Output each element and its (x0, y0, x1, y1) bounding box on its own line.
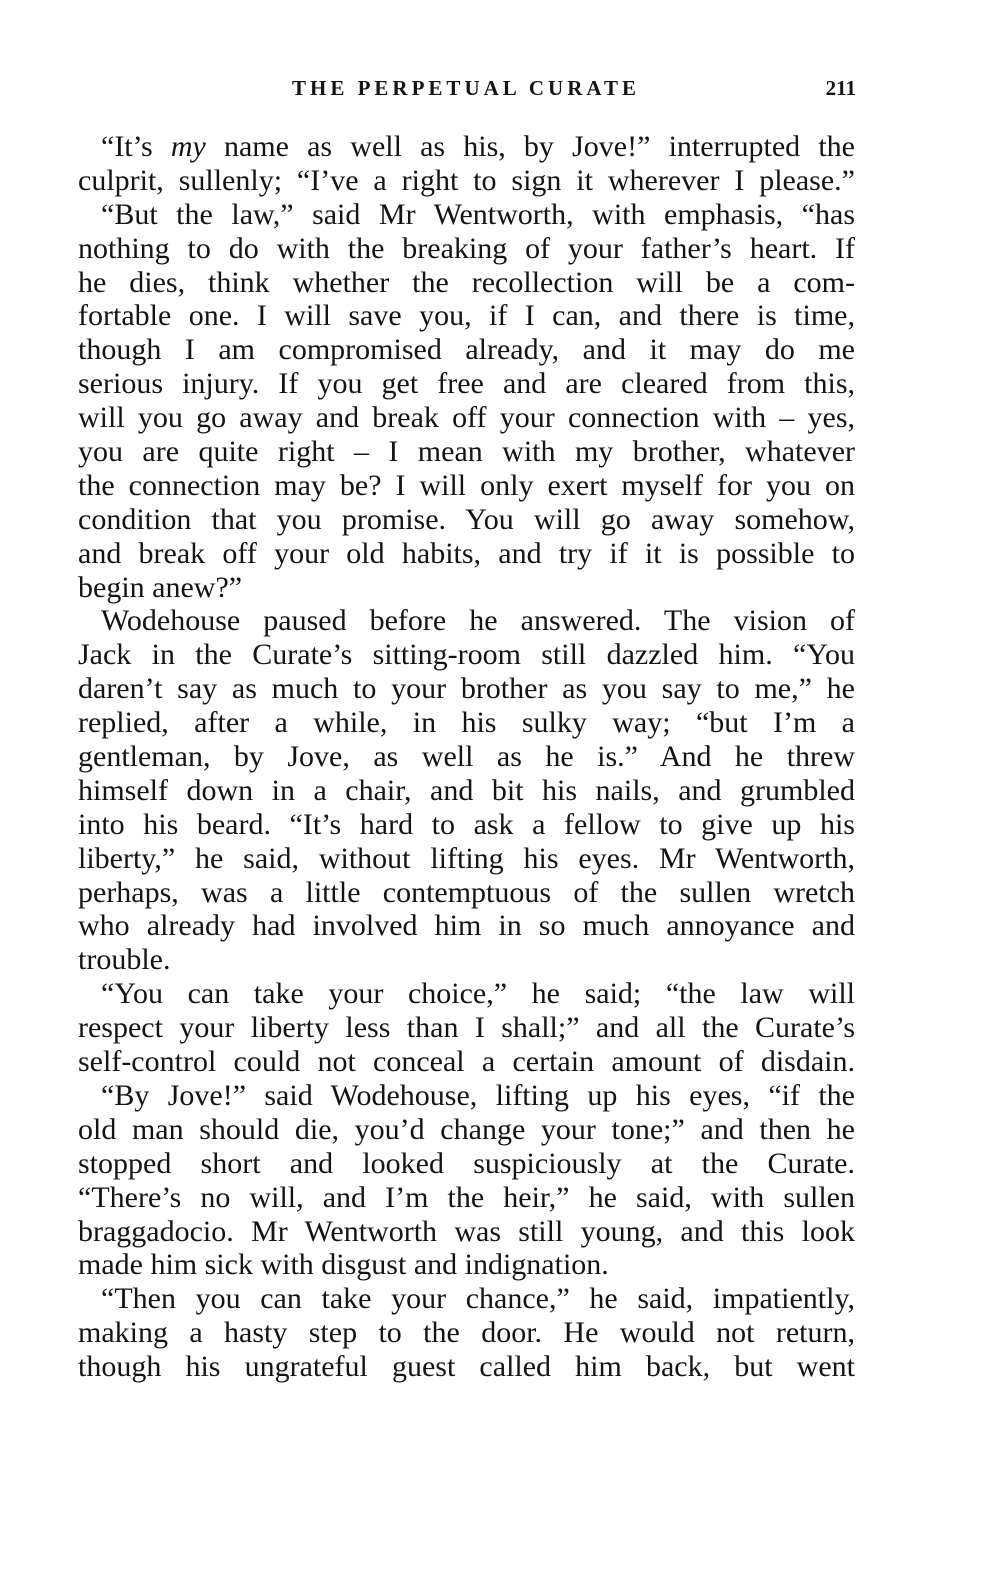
text-line: who already had involved him in so much annoyance and (78, 909, 855, 943)
text-line: Jack in the Curate’s sitting-room still dazzled him. “You (78, 638, 855, 672)
text-line: himself down in a chair, and bit his nails, and grumbled (78, 773, 855, 807)
text-line: trouble. (78, 943, 171, 977)
text-line: “But the law,” said Mr Wentworth, with emphasis, “has (101, 197, 855, 231)
text-line: braggadocio. Mr Wentworth was still young, and this look (78, 1214, 855, 1248)
text-line: into his beard. “It’s hard to ask a fellow to give up his (78, 807, 855, 841)
text-line: “There’s no will, and I’m the heir,” he said, with sullen (78, 1180, 855, 1214)
text-line: stopped short and looked suspiciously at the Curate. (78, 1146, 855, 1180)
text-line: though his ungrateful guest called him back, but went (78, 1350, 855, 1384)
text-line: daren’t say as much to your brother as you say to me,” he (78, 672, 855, 706)
text-line: replied, after a while, in his sulky way; “but I’m a (78, 706, 855, 740)
text-line: gentleman, by Jove, as well as he is.” And he threw (78, 740, 855, 774)
text-line: self-control could not conceal a certain amount of disdain. (78, 1045, 855, 1079)
text-line: “You can take your choice,” he said; “the law will (101, 977, 855, 1011)
text-fragment: name as well as his, by Jove!” interrupted the (205, 130, 855, 163)
page-number: 211 (825, 76, 856, 100)
text-fragment: “It’s (101, 130, 171, 163)
text-line: begin anew?” (78, 570, 243, 604)
text-line: culprit, sullenly; “I’ve a right to sign it wherever I please.” (78, 163, 855, 197)
emphasized-word: my (170, 130, 206, 163)
text-line: serious injury. If you get free and are cleared from this, (78, 367, 855, 401)
text-line: liberty,” he said, without lifting his eyes. Mr Wentworth, (78, 841, 855, 875)
text-line: “By Jove!” said Wodehouse, lifting up his eyes, “if the (101, 1078, 855, 1112)
text-line: old man should die, you’d change your tone;” and then he (78, 1112, 855, 1146)
text-line: respect your liberty less than I shall;” and all the Curate’s (78, 1011, 855, 1045)
text-line: Wodehouse paused before he answered. The vision of (101, 604, 855, 638)
text-line: will you go away and break off your connection with – yes, (78, 401, 855, 435)
text-line: he dies, think whether the recollection will be a com- (78, 265, 855, 299)
text-line: “Then you can take your chance,” he said, impatiently, (101, 1282, 855, 1316)
text-line: making a hasty step to the door. He would not return, (78, 1316, 855, 1350)
text-line: though I am compromised already, and it may do me (78, 333, 855, 367)
running-title: THE PERPETUAL CURATE (292, 76, 640, 100)
body-text (78, 130, 855, 1384)
text-line: the connection may be? I will only exert myself for you on (78, 468, 855, 502)
text-line: condition that you promise. You will go away somehow, (78, 502, 855, 536)
text-line: you are quite right – I mean with my brother, whatever (78, 435, 855, 469)
text-line (78, 130, 855, 164)
text-line: fortable one. I will save you, if I can, and there is time, (78, 299, 855, 333)
text-line: perhaps, was a little contemptuous of the sullen wretch (78, 875, 855, 909)
text-line: and break off your old habits, and try if it is possible to (78, 536, 855, 570)
text-line: nothing to do with the breaking of your father’s heart. If (78, 231, 855, 265)
text-line: made him sick with disgust and indignation. (78, 1248, 609, 1282)
